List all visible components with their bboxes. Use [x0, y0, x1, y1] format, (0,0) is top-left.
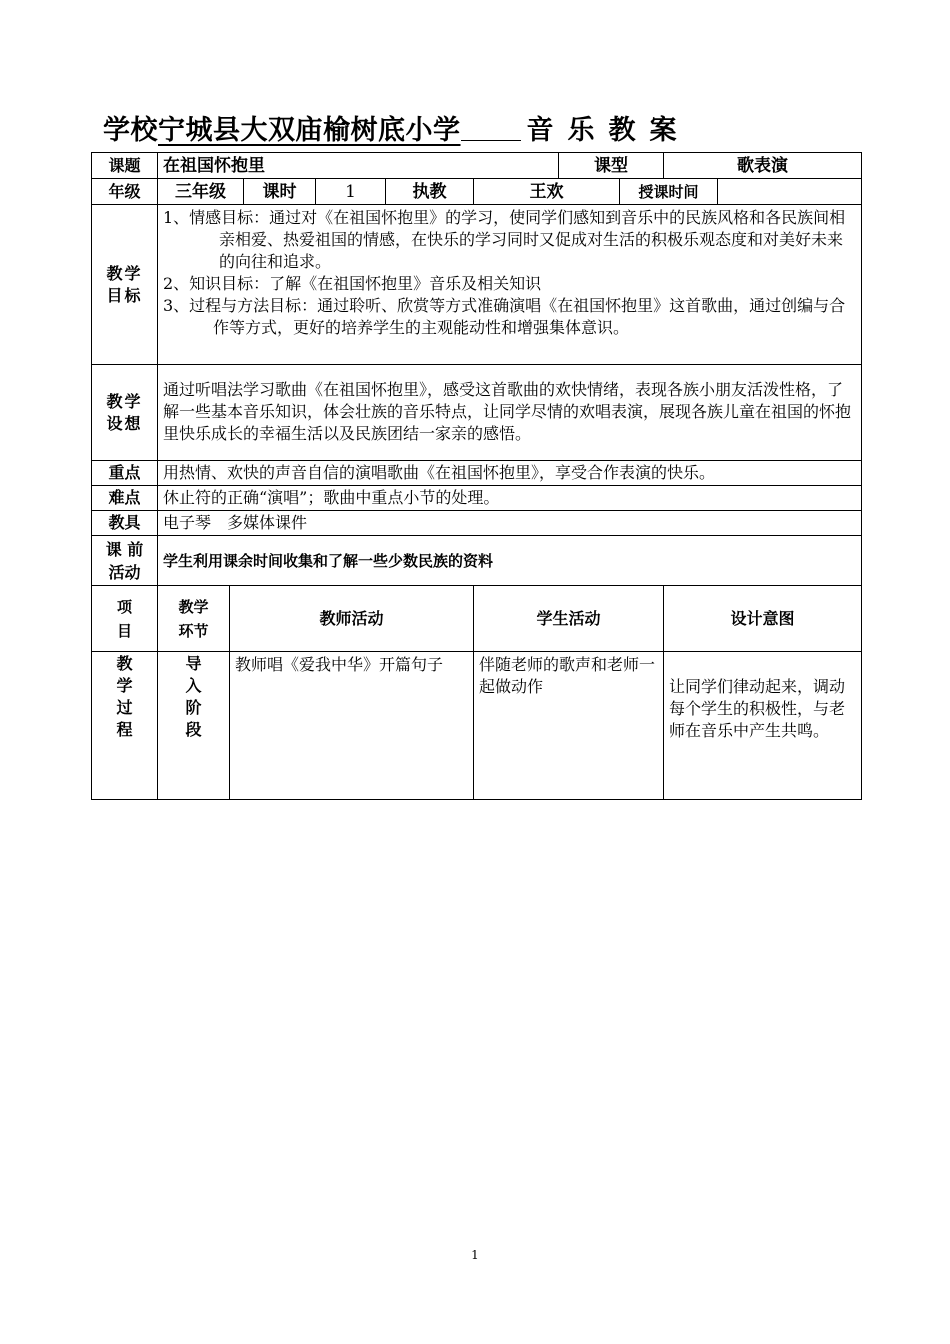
document-title	[103, 108, 691, 148]
header-student-activity: 学生活动	[474, 586, 664, 652]
pre-activity-text: 学生利用课余时间收集和了解一些少数民族的资料	[158, 536, 862, 586]
time-label: 授课时间	[620, 179, 718, 205]
process-stage: 导 入 阶 段	[158, 652, 230, 800]
pre-activity-label: 课 前 活动	[92, 536, 158, 586]
teacher-value: 王欢	[474, 179, 620, 205]
type-value: 歌表演	[664, 153, 862, 179]
title-subject: 音乐教案	[526, 115, 691, 146]
title-underline	[461, 116, 521, 141]
topic-label: 课题	[92, 153, 158, 179]
key-point-text: 用热情、欢快的声音自信的演唱歌曲《在祖国怀抱里》，享受合作表演的快乐。	[158, 461, 862, 486]
process-teacher-activity: 教师唱《爱我中华》开篇句子	[230, 652, 474, 800]
process-student-activity: 伴随老师的歌声和老师一起做动作	[474, 652, 664, 800]
header-stage: 教学 环节	[158, 586, 230, 652]
goal-emotion: 1、情感目标：通过对《在祖国怀抱里》的学习，使同学们感知到音乐中的民族风格和各民族间相亲相爱、热爱祖国的情感，在快乐的学习同时又促成对生活的积极乐观态度和对美好未来的向往和追求。	[163, 208, 846, 271]
design-label: 教学 设想	[92, 365, 158, 461]
teacher-label: 执教	[386, 179, 474, 205]
process-design-intent: 让同学们律动起来，调动每个学生的积极性，与老师在音乐中产生共鸣。	[664, 652, 862, 800]
header-item: 项 目	[92, 586, 158, 652]
hours-label: 课时	[244, 179, 316, 205]
difficulty-text: 休止符的正确“演唱”；歌曲中重点小节的处理。	[158, 486, 862, 511]
process-item: 教 学 过 程	[92, 652, 158, 800]
goals-content	[158, 205, 862, 365]
difficulty-label: 难点	[92, 486, 158, 511]
header-teacher-activity: 教师活动	[230, 586, 474, 652]
grade-value: 三年级	[158, 179, 244, 205]
time-value	[718, 179, 862, 205]
grade-label: 年级	[92, 179, 158, 205]
header-design-intent: 设计意图	[664, 586, 862, 652]
topic-value: 在祖国怀抱里	[158, 153, 559, 179]
tools-label: 教具	[92, 511, 158, 536]
key-point-label: 重点	[92, 461, 158, 486]
tools-text: 电子琴 多媒体课件	[158, 511, 862, 536]
design-text: 通过听唱法学习歌曲《在祖国怀抱里》，感受这首歌曲的欢快情绪，表现各族小朋友活泼性格，了解一些基本音乐知识，体会壮族的音乐特点，让同学尽情的欢唱表演，展现各族儿童在祖国的怀抱里快乐成长的幸福生活以及民族团结一家亲的感悟。	[158, 365, 862, 461]
hours-value: 1	[316, 179, 386, 205]
title-prefix: 学校	[103, 115, 158, 146]
goal-process: 3、过程与方法目标：通过聆听、欣赏等方式准确演唱《在祖国怀抱里》这首歌曲，通过创编与合作等方式，更好的培养学生的主观能动性和增强集体意识。	[163, 296, 846, 337]
school-name: 宁城县大双庙榆树底小学	[158, 115, 461, 146]
page-number: 1	[471, 1248, 479, 1262]
goal-knowledge: 2、知识目标：了解《在祖国怀抱里》音乐及相关知识	[163, 274, 542, 293]
goals-label: 教学 目标	[92, 205, 158, 365]
lesson-plan-table	[91, 152, 862, 800]
type-label: 课型	[559, 153, 664, 179]
